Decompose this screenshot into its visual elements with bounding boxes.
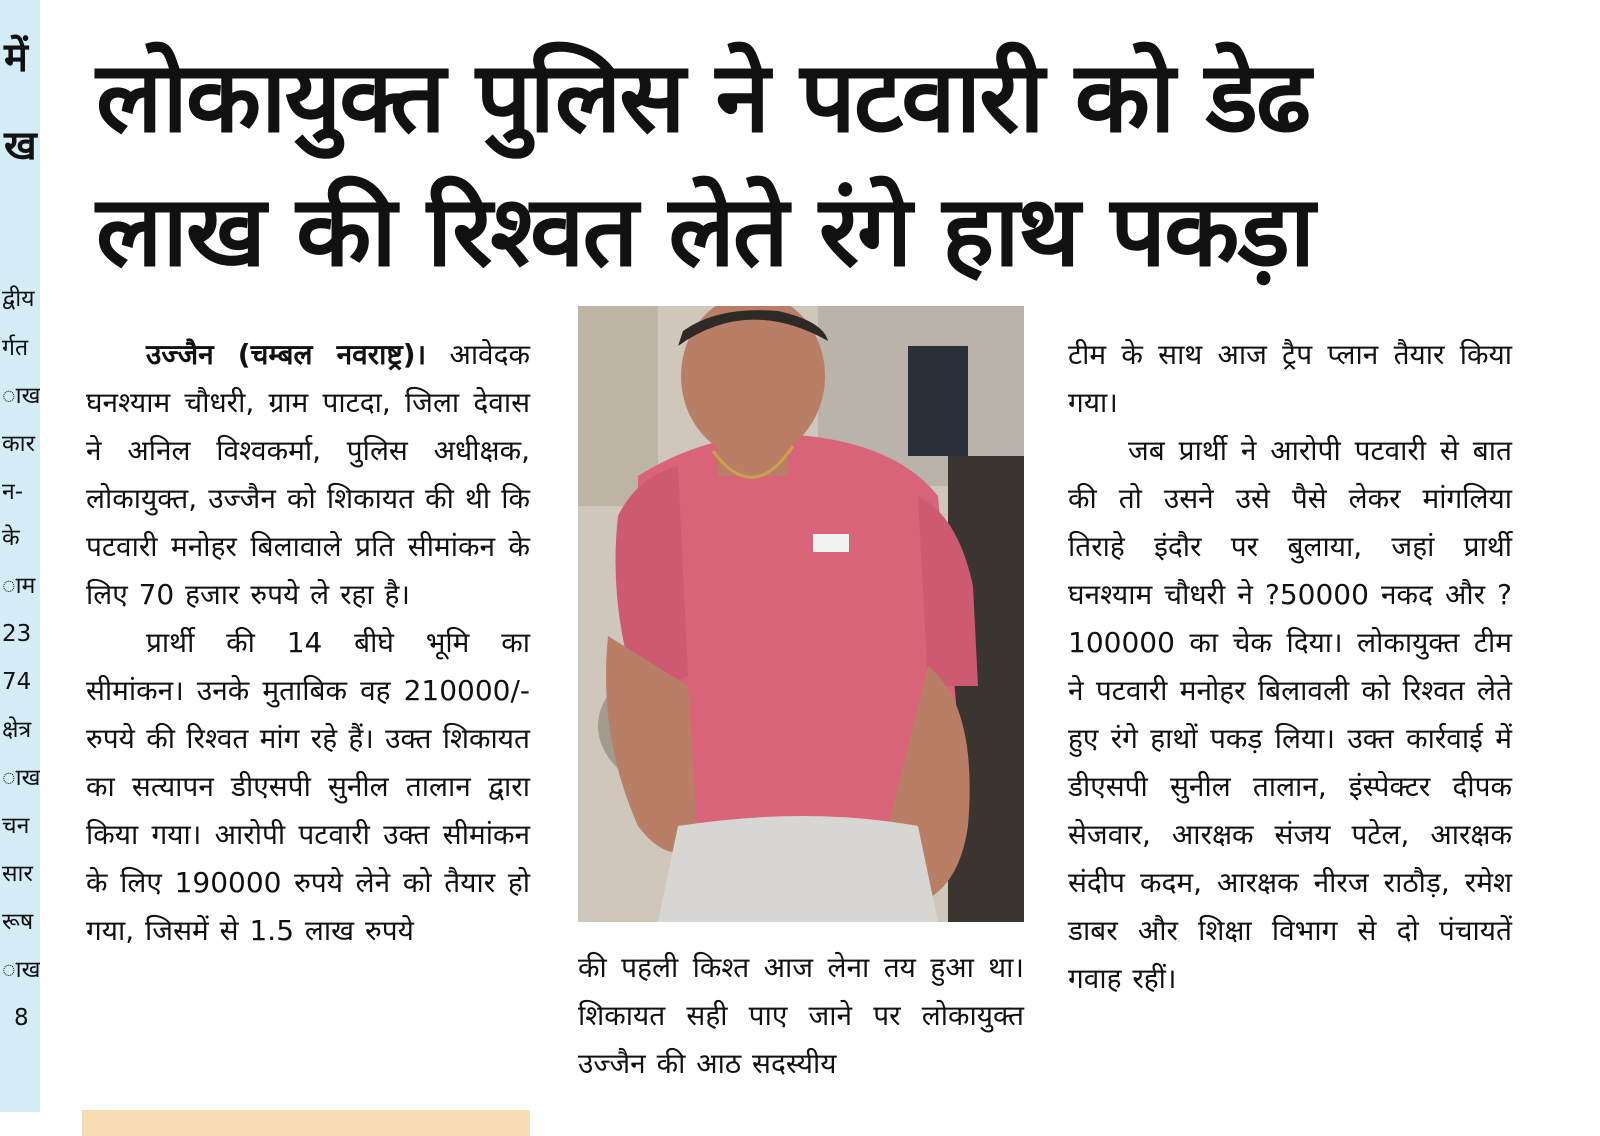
next-article-bar — [82, 1110, 530, 1136]
article-paragraph: जब प्रार्थी ने आरोपी पटवारी से बात की तो उसने उसे पैसे लेकर मांगलिया तिराहे इंदौर पर बुलाया, जहां प्रार्थी घनश्याम चौधरी ने ?50000 नकद और ?100000 का चेक दिया। लोकायुक्त टीम ने पटवारी मनोहर बिलावली को रिश्वत लेते हुए रंगे हाथों पकड़ लिया। उक्त कार्रवाई में डीएसपी सुनील तालान, इंस्पेक्टर दीपक सेजवार, आरक्षक संजय पटेल, आरक्षक संदीप कदम, आरक्षक नीरज राठौड़, रमेश डाबर और शिक्षा विभाग से दो पंचायतें गवाह रहीं। — [1068, 434, 1512, 995]
strip-text-line: द्वीय — [2, 286, 35, 312]
strip-text-line: रूष — [2, 909, 34, 935]
strip-text-line: ाख — [2, 383, 40, 409]
strip-text-line: कार — [2, 431, 36, 457]
article-paragraph: टीम के साथ आज ट्रैप प्लान तैयार किया गया। — [1068, 338, 1512, 419]
strip-text-line: र्गत — [2, 335, 29, 361]
strip-text-line: 23 — [2, 621, 32, 647]
strip-text-line: न- — [2, 479, 24, 505]
paragraph-text: आवेदक घनश्याम चौधरी, ग्राम पाटदा, जिला देवास ने अनिल विश्वकर्मा, पुलिस अधीक्षक, लोकायुक्त, उज्जैन को शिकायत की थी कि पटवारी मनोहर बिलावाले प्रति सीमांकन के लिए 70 हजार रुपये ले रहा है। — [86, 338, 530, 611]
strip-text-line: ाम — [2, 573, 36, 599]
news-photo — [578, 306, 1024, 922]
adjacent-article-strip — [0, 0, 40, 1112]
strip-text-line: सार — [2, 861, 33, 887]
strip-text-line: ाख — [2, 957, 40, 983]
article-column-3 — [1068, 331, 1512, 1003]
article-paragraph — [86, 331, 530, 619]
headline-line-1: लोकायुक्त पुलिस ने पटवारी को डेढ — [96, 41, 1310, 155]
strip-text-line: के — [2, 525, 20, 551]
headline-line-2: लाख की रिश्वत लेते रंगे हाथ पकड़ा — [96, 175, 1314, 289]
strip-heading-line: में — [4, 35, 28, 81]
strip-text-line: चन — [2, 813, 30, 839]
dateline: उज्जैन (चम्बल नवराष्ट्र)। — [146, 338, 427, 371]
strip-heading-line: ख — [4, 123, 37, 169]
photo-illustration — [578, 306, 1024, 922]
strip-text-line: क्षेत्र — [2, 717, 32, 743]
article-paragraph: प्रार्थी की 14 बीघे भूमि का सीमांकन। उनके मुताबिक वह 210000/- रुपये की रिश्वत मांग रहे हैं। उक्त शिकायत का सत्यापन डीएसपी सुनील तालान द्वारा किया गया। आरोपी पटवारी उक्त सीमांकन के लिए 190000 रुपये लेने को तैयार हो गया, जिसमें से 1.5 लाख रुपये — [86, 626, 530, 947]
strip-text-line: 8 — [14, 1005, 29, 1031]
article-column-1 — [86, 331, 530, 955]
strip-text-line: ाख — [2, 765, 40, 791]
article-column-2 — [578, 944, 1024, 1088]
article-paragraph: की पहली किश्त आज लेना तय हुआ था। शिकायत सही पाए जाने पर लोकायुक्त उज्जैन की आठ सदस्यीय — [578, 951, 1024, 1080]
strip-text-line: 74 — [2, 669, 32, 695]
